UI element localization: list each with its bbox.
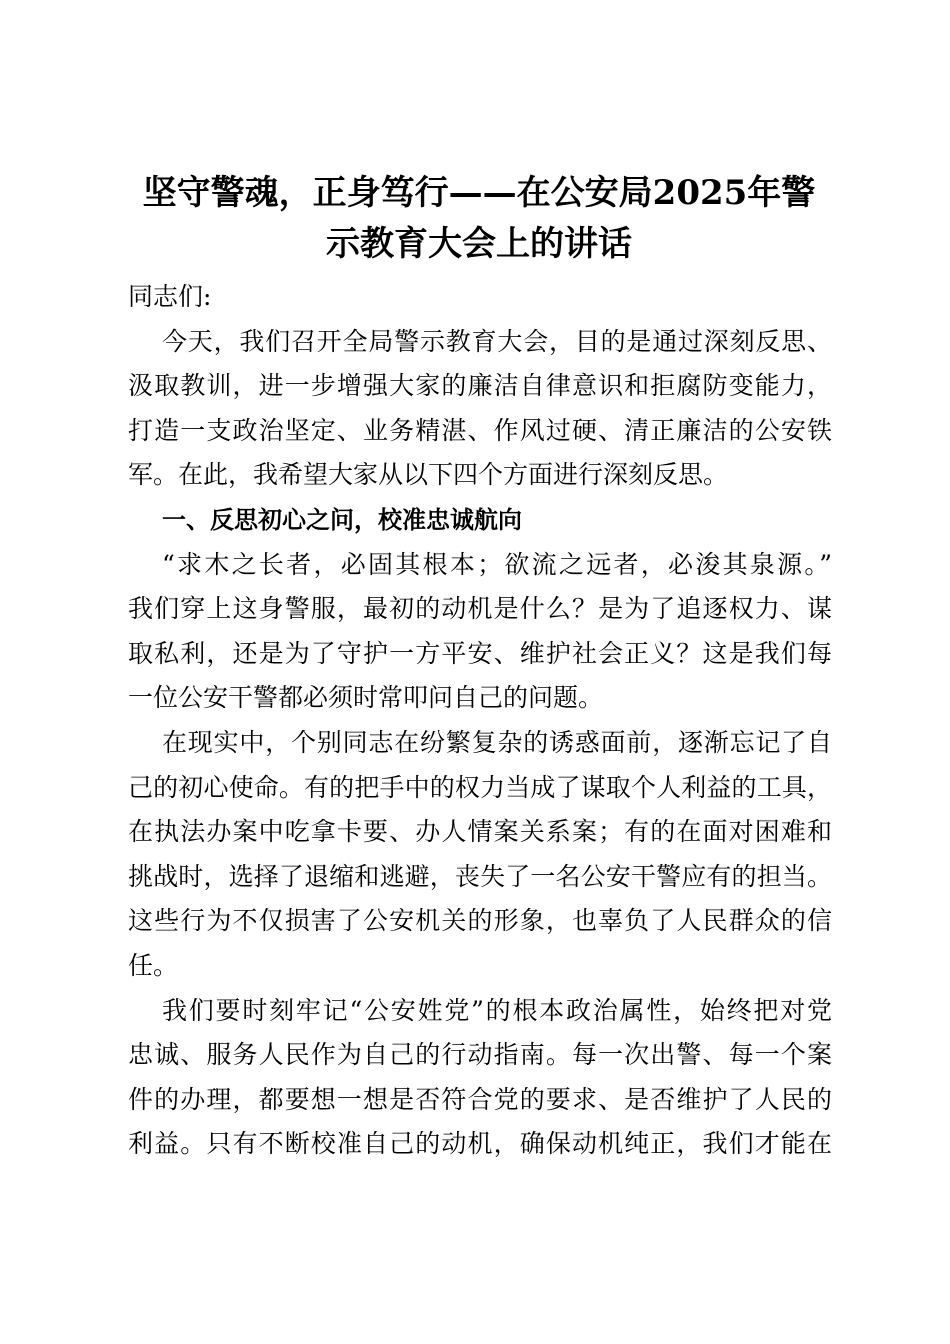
text-line: 我们穿上这身警服，最初的动机是什么？是为了追逐权力、谋 [128,594,832,624]
paragraph [128,320,832,498]
text-line: 挑战时，选择了退缩和逃避，丧失了一名公安干警应有的担当。 [128,861,832,891]
text-line: 汲取教训，进一步增强大家的廉洁自律意识和拒腐防变能力， [128,371,832,401]
text-line: 这些行为不仅损害了公安机关的形象，也辜负了人民群众的信 [128,906,832,936]
paragraph [128,721,832,989]
text-line: 一、反思初心之问，校准忠诚航向 [162,505,522,534]
text-line: 利益。只有不断校准自己的动机，确保动机纯正，我们才能在 [128,1129,832,1159]
text-line: 在执法办案中吃拿卡要、办人情案关系案；有的在面对困难和 [128,817,832,847]
text-line: 己的初心使命。有的把手中的权力当成了谋取个人利益的工具， [128,772,832,802]
text-line: 军。在此，我希望大家从以下四个方面进行深刻反思。 [128,460,729,490]
text-line: 在现实中，个别同志在纷繁复杂的诱惑面前，逐渐忘记了自 [162,727,832,757]
paragraph [128,543,832,721]
text-line: 一位公安干警都必须时常叩问自己的问题。 [128,683,604,713]
text-line: 打造一支政治坚定、业务精湛、作风过硬、清正廉洁的公安铁 [128,415,832,445]
text-line: 忠诚、服务人民作为自己的行动指南。每一次出警、每一个案 [128,1040,832,1070]
title-line: 示教育大会上的讲话 [326,224,632,264]
salutation: 同志们: [128,282,212,311]
text-line: 取私利，还是为了守护一方平安、维护社会正义？这是我们每 [128,638,832,668]
text-line: 我们要时刻牢记“公安姓党”的根本政治属性，始终把对党 [162,995,832,1025]
section-heading [128,498,832,543]
document-body [128,275,832,1167]
text-line: 件的办理，都要想一想是否符合党的要求、是否维护了人民的 [128,1084,832,1114]
text-line: “求木之长者，必固其根本；欲流之远者，必浚其泉源。” [162,549,832,579]
text-line: 任。 [128,950,179,980]
paragraph [128,989,832,1167]
title-line: 坚守警魂，正身笃行——在公安局2025年警 [142,173,816,213]
document-title [128,168,830,270]
text-line: 今天，我们召开全局警示教育大会，目的是通过深刻反思、 [162,326,832,356]
